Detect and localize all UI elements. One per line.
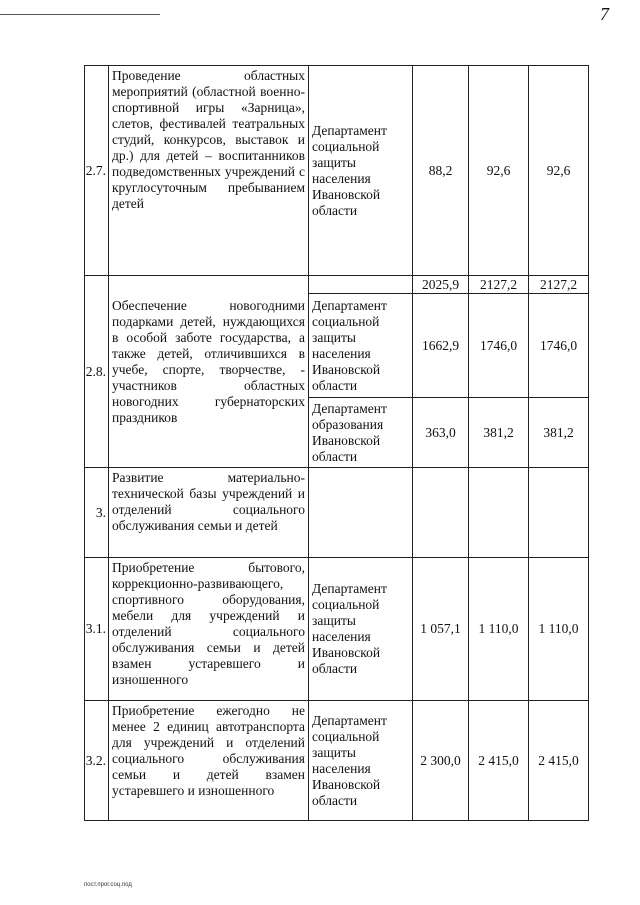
value-cell: 88,2	[413, 66, 469, 276]
activity-text: Проведение областных мероприятий (областной военно-спортивной игры «Зарница», слетов, фестивалей театральных студий, конкурсов, выставок и др.) для детей – воспитанников подведомственных учреждений с круглосуточным пребыванием детей	[109, 66, 309, 276]
row-number: 3.2.	[85, 701, 109, 821]
row-number: 2.8.	[85, 276, 109, 468]
value-cell: 1 110,0	[529, 558, 589, 701]
value-cell: 381,2	[529, 398, 589, 468]
value-cell: 2127,2	[469, 276, 529, 294]
value-cell: 2 415,0	[529, 701, 589, 821]
page-number: 7	[600, 4, 609, 24]
value-cell: 381,2	[469, 398, 529, 468]
value-cell: 92,6	[529, 66, 589, 276]
value-cell: 92,6	[469, 66, 529, 276]
program-table	[84, 65, 589, 821]
value-cell: 2 415,0	[469, 701, 529, 821]
department	[309, 276, 413, 294]
table-row	[85, 276, 589, 294]
activity-text: Обеспечение новогодними подарками детей, нуждающихся в особой заботе государства, а также детей, отличившихся в учебе, спорте, творчестве, - участников областных новогодних губернаторских праздников	[109, 276, 309, 468]
department	[309, 468, 413, 558]
value-cell: 1 110,0	[469, 558, 529, 701]
value-cell: 2127,2	[529, 276, 589, 294]
department: Департамент социальной защиты населения Ивановской области	[309, 701, 413, 821]
footer-code: пост.прог.соц.под	[84, 882, 132, 888]
top-rule	[0, 14, 160, 15]
table-row	[85, 468, 589, 558]
activity-text: Развитие материально-технической базы учреждений и отделений социального обслуживания семьи и детей	[109, 468, 309, 558]
department: Департамент социальной защиты населения Ивановской области	[309, 294, 413, 398]
value-cell	[529, 468, 589, 558]
row-number: 3.1.	[85, 558, 109, 701]
row-number: 2.7.	[85, 66, 109, 276]
value-cell: 1746,0	[469, 294, 529, 398]
value-cell: 1662,9	[413, 294, 469, 398]
department: Департамент социальной защиты населения Ивановской области	[309, 66, 413, 276]
value-cell	[469, 468, 529, 558]
table-row	[85, 66, 589, 276]
value-cell: 2025,9	[413, 276, 469, 294]
table-row	[85, 558, 589, 701]
value-cell: 2 300,0	[413, 701, 469, 821]
activity-text: Приобретение бытового, коррекционно-развивающего, спортивного оборудования, мебели для учреждений и отделений социального обслуживания семьи и детей взамен устаревшего и изношенного	[109, 558, 309, 701]
department: Департамент социальной защиты населения Ивановской области	[309, 558, 413, 701]
department: Департамент образования Ивановской области	[309, 398, 413, 468]
value-cell	[413, 468, 469, 558]
value-cell: 1746,0	[529, 294, 589, 398]
table-row	[85, 701, 589, 821]
value-cell: 363,0	[413, 398, 469, 468]
row-number: 3.	[85, 468, 109, 558]
activity-text: Приобретение ежегодно не менее 2 единиц автотранспорта для учреждений и отделений социального обслуживания семьи и детей взамен устаревшего и изношенного	[109, 701, 309, 821]
value-cell: 1 057,1	[413, 558, 469, 701]
